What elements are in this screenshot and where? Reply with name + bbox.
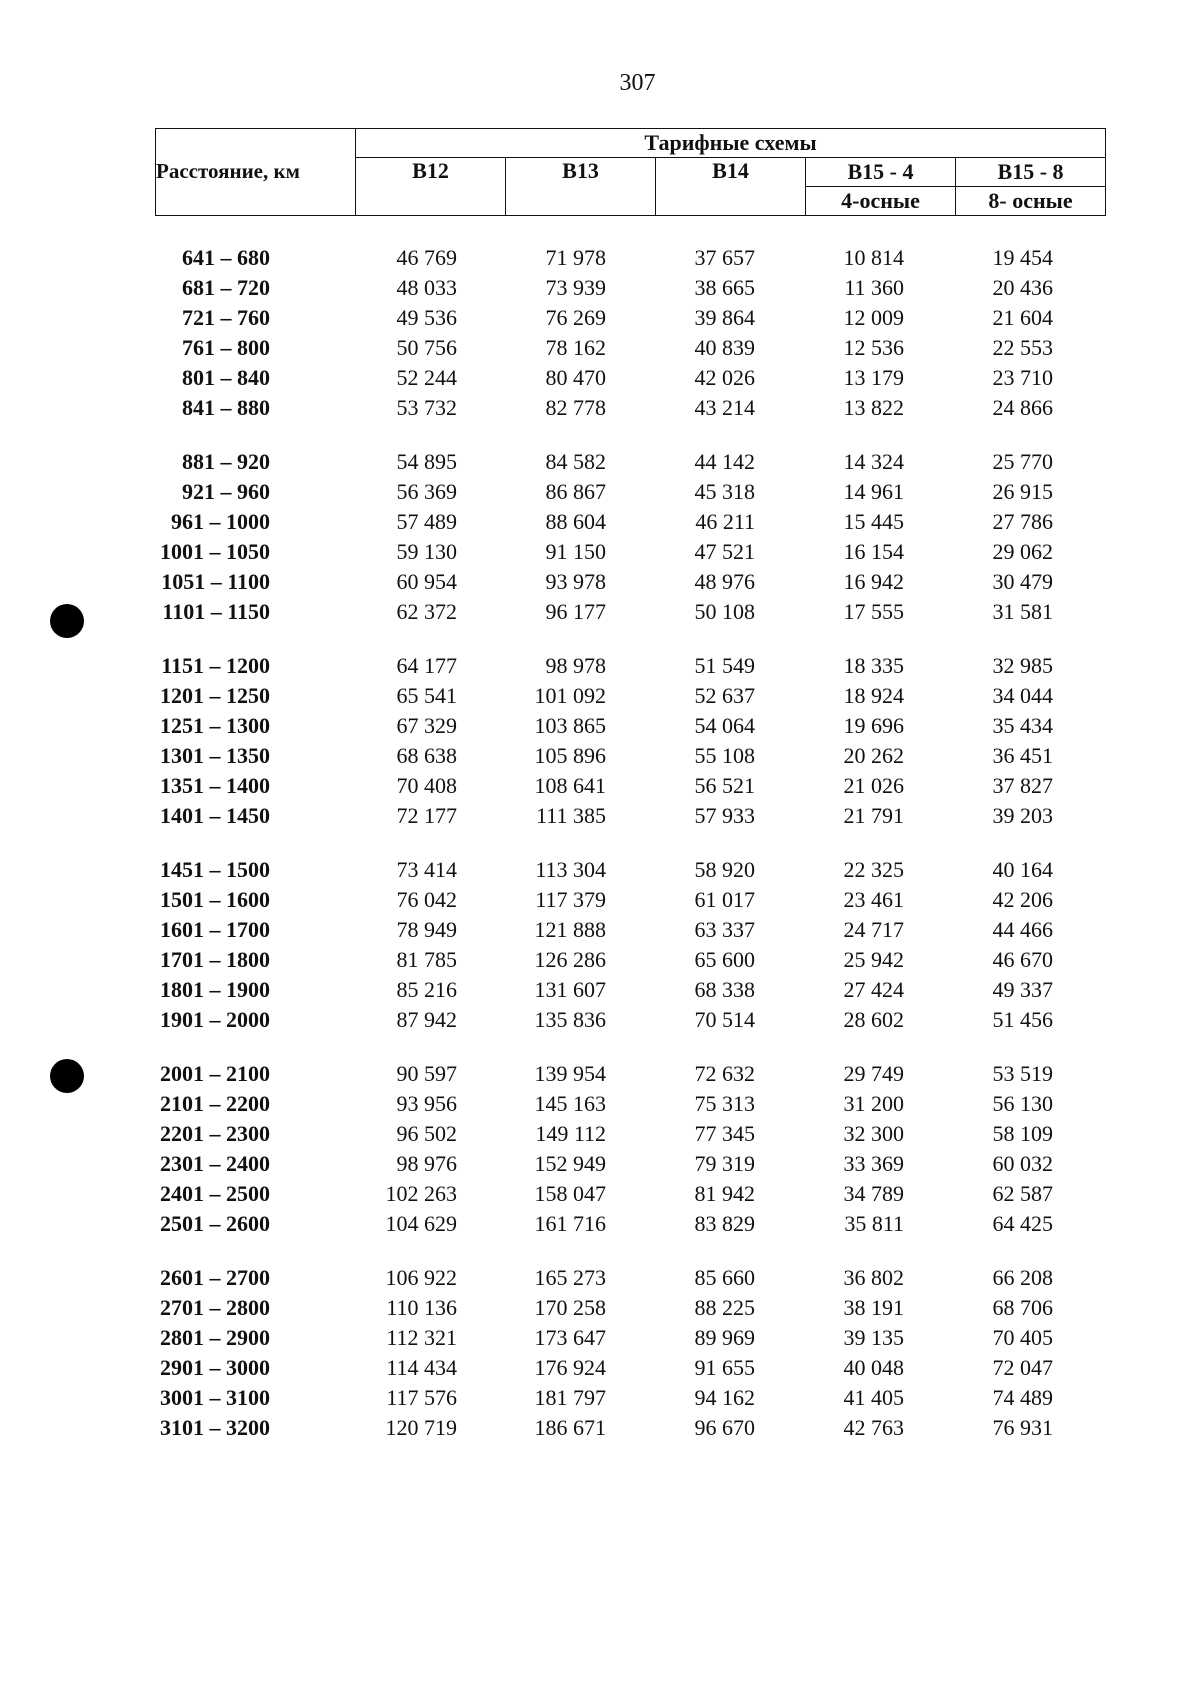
value-b15-8: 70 405 [992, 1325, 1053, 1350]
distance-range: 1451 – 1500 [160, 857, 270, 882]
table-row [155, 653, 1105, 683]
value-b13: 121 888 [534, 917, 606, 942]
distance-range: 1101 – 1150 [162, 599, 270, 624]
value-b12: 81 785 [396, 947, 457, 972]
value-b13: 101 092 [534, 683, 606, 708]
distance-range: 1401 – 1450 [160, 803, 270, 828]
table-row [155, 743, 1105, 773]
value-b14: 83 829 [694, 1211, 755, 1236]
value-b14: 70 514 [694, 1007, 755, 1032]
value-b15-8: 36 451 [992, 743, 1053, 768]
value-b13: 93 978 [545, 569, 606, 594]
value-b14: 58 920 [694, 857, 755, 882]
table-row [155, 1091, 1105, 1121]
value-b14: 39 864 [694, 305, 755, 330]
value-b14: 48 976 [694, 569, 755, 594]
table-row [155, 479, 1105, 509]
value-b15-4: 12 536 [843, 335, 904, 360]
value-b12: 65 541 [396, 683, 457, 708]
value-b14: 75 313 [694, 1091, 755, 1116]
value-b13: 71 978 [545, 245, 606, 270]
value-b13: 88 604 [545, 509, 606, 534]
value-b15-8: 64 425 [992, 1211, 1053, 1236]
value-b13: 139 954 [534, 1061, 606, 1086]
value-b13: 76 269 [545, 305, 606, 330]
value-b12: 98 976 [396, 1151, 457, 1176]
table-row [155, 1211, 1105, 1241]
distance-range: 2201 – 2300 [160, 1121, 270, 1146]
column-header-b13: В13 [506, 158, 656, 216]
value-b15-8: 34 044 [992, 683, 1053, 708]
value-b14: 65 600 [694, 947, 755, 972]
value-b14: 50 108 [694, 599, 755, 624]
value-b15-8: 20 436 [992, 275, 1053, 300]
table-row [155, 305, 1105, 335]
value-b15-8: 22 553 [992, 335, 1053, 360]
table-row [155, 887, 1105, 917]
value-b12: 85 216 [396, 977, 457, 1002]
value-b15-8: 30 479 [992, 569, 1053, 594]
value-b15-4: 31 200 [843, 1091, 904, 1116]
value-b14: 77 345 [694, 1121, 755, 1146]
value-b15-4: 27 424 [843, 977, 904, 1002]
value-b14: 88 225 [694, 1295, 755, 1320]
group-spacer [155, 1037, 1105, 1061]
distance-range: 961 – 1000 [171, 509, 270, 534]
value-b15-4: 17 555 [843, 599, 904, 624]
table-row [155, 857, 1105, 887]
value-b13: 91 150 [545, 539, 606, 564]
distance-range: 801 – 840 [182, 365, 270, 390]
value-b15-4: 14 324 [843, 449, 904, 474]
value-b15-4: 20 262 [843, 743, 904, 768]
value-b14: 51 549 [694, 653, 755, 678]
value-b14: 47 521 [694, 539, 755, 564]
value-b13: 170 258 [534, 1295, 606, 1320]
value-b12: 68 638 [396, 743, 457, 768]
distance-range: 2401 – 2500 [160, 1181, 270, 1206]
value-b15-4: 40 048 [843, 1355, 904, 1380]
value-b12: 57 489 [396, 509, 457, 534]
distance-range: 1701 – 1800 [160, 947, 270, 972]
value-b12: 117 576 [386, 1385, 457, 1410]
value-b14: 68 338 [694, 977, 755, 1002]
table-row [155, 539, 1105, 569]
value-b13: 111 385 [536, 803, 606, 828]
value-b12: 52 244 [396, 365, 457, 390]
distance-range: 2601 – 2700 [160, 1265, 270, 1290]
value-b15-4: 18 335 [843, 653, 904, 678]
table-row [155, 1181, 1105, 1211]
value-b15-8: 53 519 [992, 1061, 1053, 1086]
value-b15-8: 32 985 [992, 653, 1053, 678]
value-b15-4: 18 924 [843, 683, 904, 708]
table-row [155, 977, 1105, 1007]
table-row [155, 683, 1105, 713]
column-header-b15-4: В15 - 4 [806, 158, 956, 187]
value-b13: 96 177 [545, 599, 606, 624]
value-b15-4: 11 360 [844, 275, 904, 300]
distance-range: 721 – 760 [182, 305, 270, 330]
distance-range: 3101 – 3200 [160, 1415, 270, 1440]
value-b12: 120 719 [385, 1415, 457, 1440]
distance-range: 681 – 720 [182, 275, 270, 300]
value-b15-4: 39 135 [843, 1325, 904, 1350]
table-row [155, 1415, 1105, 1445]
value-b15-8: 35 434 [992, 713, 1053, 738]
value-b13: 108 641 [534, 773, 606, 798]
value-b13: 152 949 [534, 1151, 606, 1176]
value-b12: 72 177 [396, 803, 457, 828]
table-row [155, 1007, 1105, 1037]
value-b12: 49 536 [396, 305, 457, 330]
value-b13: 181 797 [534, 1385, 606, 1410]
distance-range: 2701 – 2800 [160, 1295, 270, 1320]
distance-range: 1201 – 1250 [160, 683, 270, 708]
value-b13: 86 867 [545, 479, 606, 504]
group-spacer [155, 425, 1105, 449]
value-b13: 105 896 [534, 743, 606, 768]
distance-range: 761 – 800 [182, 335, 270, 360]
value-b12: 53 732 [396, 395, 457, 420]
value-b15-4: 29 749 [843, 1061, 904, 1086]
value-b14: 85 660 [694, 1265, 755, 1290]
table-row [155, 1385, 1105, 1415]
distance-range: 2501 – 2600 [160, 1211, 270, 1236]
distance-range: 1051 – 1100 [161, 569, 270, 594]
table-row [155, 1325, 1105, 1355]
table-row [155, 275, 1105, 305]
distance-range: 881 – 920 [182, 449, 270, 474]
value-b15-8: 76 931 [992, 1415, 1053, 1440]
punch-hole-mark [50, 604, 84, 638]
value-b14: 81 942 [694, 1181, 755, 1206]
value-b12: 110 136 [386, 1295, 457, 1320]
value-b13: 186 671 [534, 1415, 606, 1440]
value-b14: 44 142 [694, 449, 755, 474]
value-b14: 54 064 [694, 713, 755, 738]
value-b15-8: 66 208 [992, 1265, 1053, 1290]
value-b12: 90 597 [396, 1061, 457, 1086]
distance-range: 1801 – 1900 [160, 977, 270, 1002]
value-b12: 56 369 [396, 479, 457, 504]
group-spacer [155, 1241, 1105, 1265]
value-b14: 94 162 [694, 1385, 755, 1410]
distance-range: 3001 – 3100 [160, 1385, 270, 1410]
value-b12: 114 434 [386, 1355, 457, 1380]
value-b15-8: 21 604 [992, 305, 1053, 330]
value-b13: 135 836 [534, 1007, 606, 1032]
value-b12: 104 629 [385, 1211, 457, 1236]
group-spacer [155, 833, 1105, 857]
value-b15-8: 19 454 [992, 245, 1053, 270]
value-b15-8: 60 032 [992, 1151, 1053, 1176]
value-b13: 165 273 [534, 1265, 606, 1290]
value-b14: 43 214 [694, 395, 755, 420]
value-b13: 84 582 [545, 449, 606, 474]
value-b13: 161 716 [534, 1211, 606, 1236]
value-b15-8: 72 047 [992, 1355, 1053, 1380]
value-b12: 87 942 [396, 1007, 457, 1032]
value-b14: 96 670 [694, 1415, 755, 1440]
distance-range: 841 – 880 [182, 395, 270, 420]
value-b12: 46 769 [396, 245, 457, 270]
table-row [155, 245, 1105, 275]
value-b15-8: 46 670 [992, 947, 1053, 972]
value-b13: 131 607 [534, 977, 606, 1002]
value-b12: 60 954 [396, 569, 457, 594]
value-b12: 73 414 [396, 857, 457, 882]
value-b15-8: 44 466 [992, 917, 1053, 942]
value-b12: 76 042 [396, 887, 457, 912]
value-b15-4: 19 696 [843, 713, 904, 738]
table-row [155, 1295, 1105, 1325]
table-row [155, 1121, 1105, 1151]
value-b15-4: 41 405 [843, 1385, 904, 1410]
column-header-b14: В14 [656, 158, 806, 216]
value-b13: 98 978 [545, 653, 606, 678]
value-b15-4: 32 300 [843, 1121, 904, 1146]
table-row [155, 917, 1105, 947]
value-b15-8: 39 203 [992, 803, 1053, 828]
table-row [155, 1355, 1105, 1385]
value-b15-4: 33 369 [843, 1151, 904, 1176]
value-b15-8: 62 587 [992, 1181, 1053, 1206]
value-b14: 37 657 [694, 245, 755, 270]
value-b15-8: 74 489 [992, 1385, 1053, 1410]
distance-range: 1001 – 1050 [160, 539, 270, 564]
value-b14: 55 108 [694, 743, 755, 768]
value-b15-4: 16 154 [843, 539, 904, 564]
value-b15-4: 35 811 [844, 1211, 904, 1236]
distance-range: 921 – 960 [182, 479, 270, 504]
value-b12: 70 408 [396, 773, 457, 798]
value-b12: 67 329 [396, 713, 457, 738]
value-b15-4: 13 179 [843, 365, 904, 390]
column-header-b12: В12 [356, 158, 506, 216]
value-b15-4: 15 445 [843, 509, 904, 534]
value-b13: 126 286 [534, 947, 606, 972]
value-b13: 149 112 [535, 1121, 606, 1146]
table-row [155, 1151, 1105, 1181]
distance-range: 2301 – 2400 [160, 1151, 270, 1176]
value-b15-8: 37 827 [992, 773, 1053, 798]
table-row [155, 1061, 1105, 1091]
tariff-table-body [155, 245, 1105, 1445]
value-b14: 52 637 [694, 683, 755, 708]
distance-range: 641 – 680 [182, 245, 270, 270]
tariff-schemes-header: Тарифные схемы [356, 129, 1106, 158]
value-b12: 50 756 [396, 335, 457, 360]
value-b13: 80 470 [545, 365, 606, 390]
value-b14: 42 026 [694, 365, 755, 390]
page-number: 307 [619, 70, 656, 96]
value-b13: 113 304 [535, 857, 606, 882]
value-b14: 45 318 [694, 479, 755, 504]
value-b12: 78 949 [396, 917, 457, 942]
value-b15-8: 24 866 [992, 395, 1053, 420]
distance-range: 1151 – 1200 [161, 653, 270, 678]
value-b14: 63 337 [694, 917, 755, 942]
value-b15-4: 14 961 [843, 479, 904, 504]
distance-range: 2801 – 2900 [160, 1325, 270, 1350]
value-b12: 106 922 [385, 1265, 457, 1290]
value-b12: 48 033 [396, 275, 457, 300]
value-b15-8: 26 915 [992, 479, 1053, 504]
table-row [155, 713, 1105, 743]
value-b15-8: 49 337 [992, 977, 1053, 1002]
value-b15-8: 56 130 [992, 1091, 1053, 1116]
value-b15-4: 42 763 [843, 1415, 904, 1440]
table-row [155, 803, 1105, 833]
value-b15-4: 24 717 [843, 917, 904, 942]
table-row [155, 569, 1105, 599]
value-b13: 117 379 [535, 887, 606, 912]
value-b12: 54 895 [396, 449, 457, 474]
value-b15-4: 38 191 [843, 1295, 904, 1320]
table-header [155, 128, 1106, 216]
value-b15-8: 31 581 [992, 599, 1053, 624]
value-b13: 82 778 [545, 395, 606, 420]
value-b15-8: 29 062 [992, 539, 1053, 564]
table-row [155, 509, 1105, 539]
value-b14: 91 655 [694, 1355, 755, 1380]
value-b15-4: 10 814 [843, 245, 904, 270]
value-b15-4: 21 026 [843, 773, 904, 798]
distance-range: 2001 – 2100 [160, 1061, 270, 1086]
value-b12: 62 372 [396, 599, 457, 624]
value-b15-4: 22 325 [843, 857, 904, 882]
table-row [155, 599, 1105, 629]
value-b13: 158 047 [534, 1181, 606, 1206]
value-b15-8: 27 786 [992, 509, 1053, 534]
value-b13: 176 924 [534, 1355, 606, 1380]
value-b14: 57 933 [694, 803, 755, 828]
table-row [155, 773, 1105, 803]
value-b14: 89 969 [694, 1325, 755, 1350]
value-b15-8: 40 164 [992, 857, 1053, 882]
value-b15-4: 16 942 [843, 569, 904, 594]
value-b15-8: 23 710 [992, 365, 1053, 390]
value-b13: 78 162 [545, 335, 606, 360]
value-b15-4: 36 802 [843, 1265, 904, 1290]
table-row [155, 449, 1105, 479]
subheader-4-axle: 4-осные [806, 187, 956, 216]
value-b15-8: 25 770 [992, 449, 1053, 474]
distance-header: Расстояние, км [156, 129, 356, 216]
value-b12: 96 502 [396, 1121, 457, 1146]
value-b15-4: 12 009 [843, 305, 904, 330]
subheader-8-axle: 8- осные [956, 187, 1106, 216]
value-b15-8: 51 456 [992, 1007, 1053, 1032]
value-b12: 102 263 [385, 1181, 457, 1206]
table-row [155, 1265, 1105, 1295]
distance-range: 2101 – 2200 [160, 1091, 270, 1116]
value-b15-4: 23 461 [843, 887, 904, 912]
value-b13: 173 647 [534, 1325, 606, 1350]
value-b13: 103 865 [534, 713, 606, 738]
value-b14: 46 211 [695, 509, 755, 534]
value-b15-4: 28 602 [843, 1007, 904, 1032]
distance-range: 1501 – 1600 [160, 887, 270, 912]
distance-range: 1901 – 2000 [160, 1007, 270, 1032]
value-b14: 56 521 [694, 773, 755, 798]
value-b15-8: 42 206 [992, 887, 1053, 912]
value-b15-8: 58 109 [992, 1121, 1053, 1146]
value-b12: 59 130 [396, 539, 457, 564]
value-b13: 73 939 [545, 275, 606, 300]
table-row [155, 335, 1105, 365]
value-b15-4: 13 822 [843, 395, 904, 420]
group-spacer [155, 629, 1105, 653]
punch-hole-mark [50, 1059, 84, 1093]
table-row [155, 365, 1105, 395]
value-b15-4: 25 942 [843, 947, 904, 972]
value-b14: 72 632 [694, 1061, 755, 1086]
value-b14: 38 665 [694, 275, 755, 300]
value-b12: 64 177 [396, 653, 457, 678]
value-b13: 145 163 [534, 1091, 606, 1116]
distance-range: 2901 – 3000 [160, 1355, 270, 1380]
value-b15-4: 34 789 [843, 1181, 904, 1206]
distance-range: 1601 – 1700 [160, 917, 270, 942]
table-row [155, 395, 1105, 425]
value-b15-4: 21 791 [843, 803, 904, 828]
value-b14: 40 839 [694, 335, 755, 360]
column-header-b15-8: В15 - 8 [956, 158, 1106, 187]
distance-range: 1251 – 1300 [160, 713, 270, 738]
value-b12: 93 956 [396, 1091, 457, 1116]
value-b14: 61 017 [694, 887, 755, 912]
distance-range: 1301 – 1350 [160, 743, 270, 768]
distance-range: 1351 – 1400 [160, 773, 270, 798]
value-b12: 112 321 [386, 1325, 457, 1350]
value-b14: 79 319 [694, 1151, 755, 1176]
value-b15-8: 68 706 [992, 1295, 1053, 1320]
table-row [155, 947, 1105, 977]
